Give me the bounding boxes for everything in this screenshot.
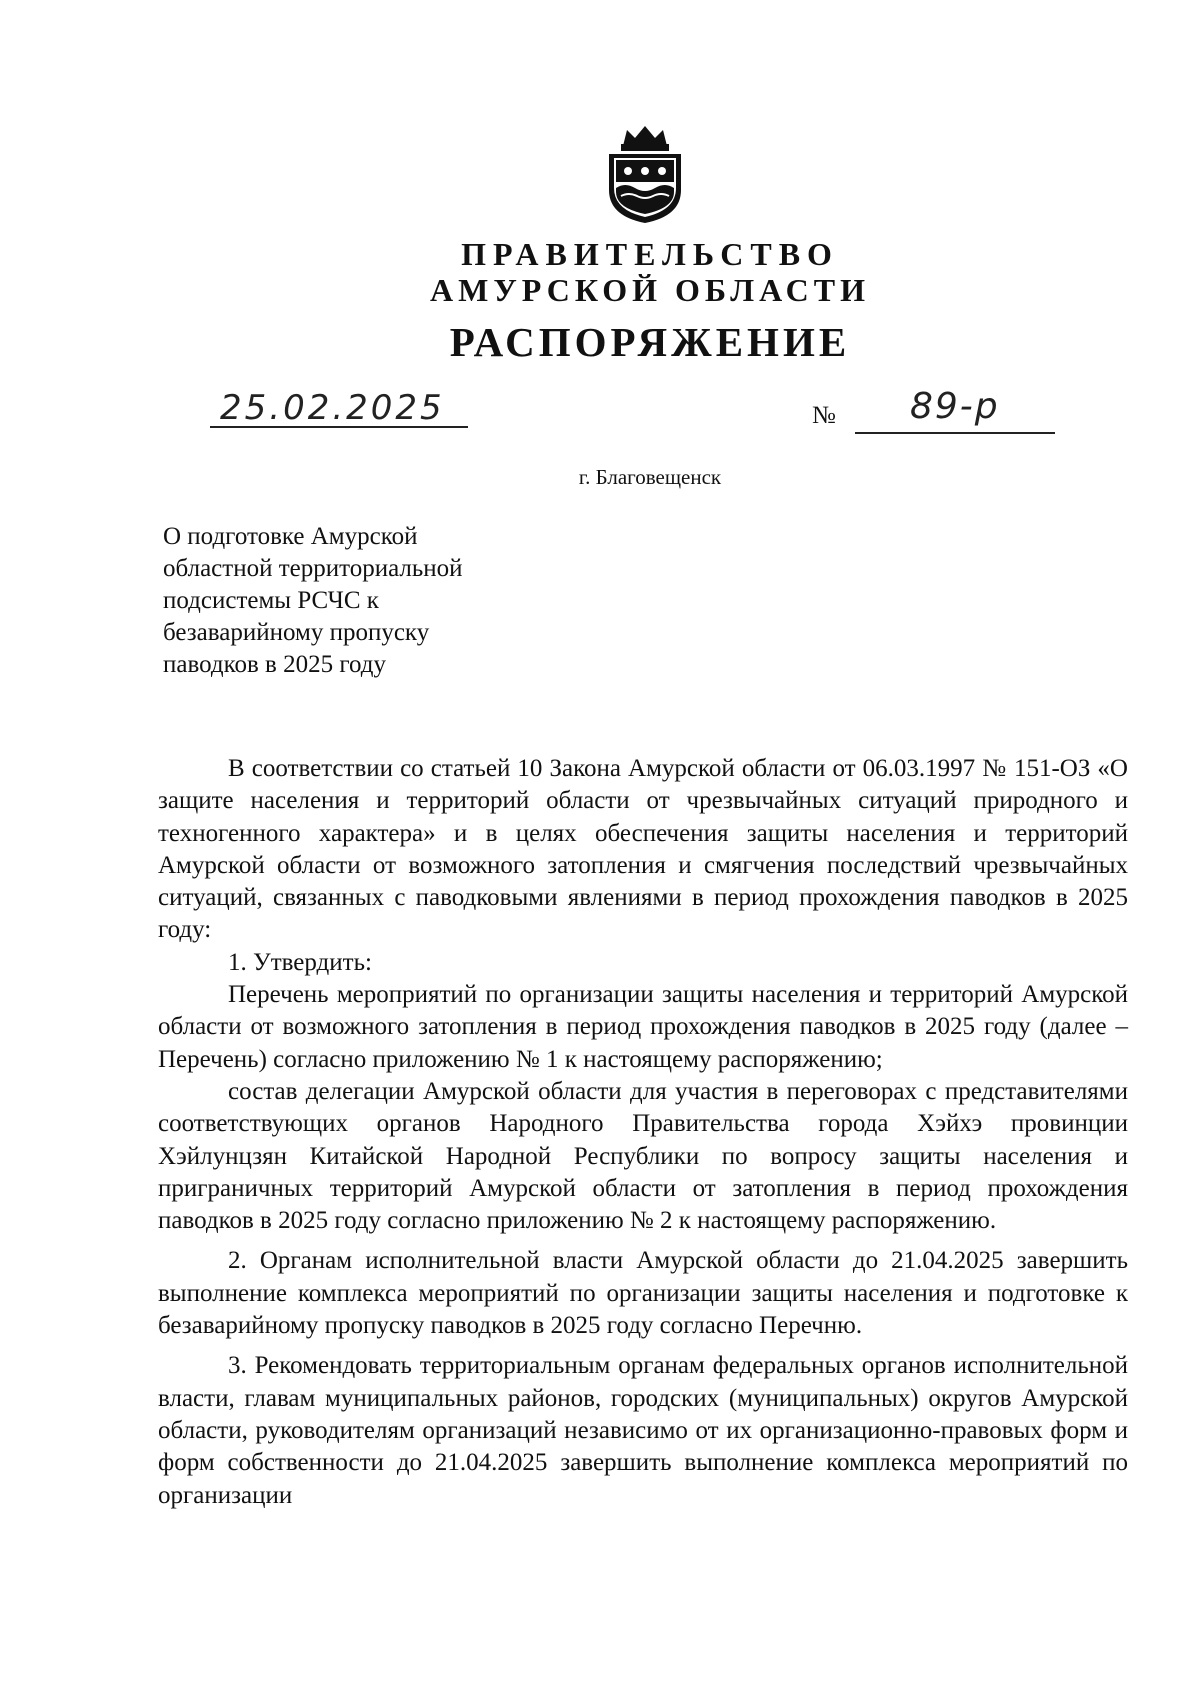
handwritten-document-number: 89-р [910, 386, 1000, 427]
body-paragraph-list-entry: Перечень мероприятий по организации защиты населения и территорий Амурской области от возможного затопления в период прохождения паводков в 2025 году (далее – Перечень) согласно приложению № 1 к настоящему распоряжению; [158, 981, 1128, 1073]
body-paragraph-item-3: 3. Рекомендовать территориальным органам федеральных органов исполнительной власти, главам муниципальных районов, городских (муниципальных) округов Амурской области, руководителям организаций независимо от их организационно-правовых форм и форм собственности до 21.04.2025 завершить выполнение комплекса мероприятий по организации [158, 1352, 1128, 1509]
body-paragraph-preamble: В соответствии со статьей 10 Закона Амурской области от 06.03.1997 № 151-ОЗ «О защите населения и территорий области от чрезвычайных ситуаций природного и техногенного характера» и в целях обеспечения защиты населения и территорий Амурской области от возможного затопления и смягчения последствий чрезвычайных ситуаций, связанных с паводковыми явлениями в период прохождения паводков в 2025 году: [158, 755, 1128, 944]
org-name-line1: ПРАВИТЕЛЬСТВО [461, 236, 839, 272]
subject-line: подсистемы РСЧС к [163, 587, 379, 614]
document-subject [163, 521, 563, 681]
body-paragraph-item-2: 2. Органам исполнительной власти Амурской области до 21.04.2025 завершить выполнение комплекса мероприятий по организации защиты населения и подготовке к безаварийному пропуску паводков в 2025 году согласно Перечню. [158, 1247, 1128, 1340]
handwritten-date: 25.02.2025 [220, 388, 445, 428]
body-paragraph-list-entry: состав делегации Амурской области для участия в переговорах с представителями соответствующих органов Народного Правительства города Хэйхэ провинции Хэйлунцзян Китайской Народной Республики по вопросу защиты населения и приграничных территорий Амурской области от затопления в период прохождения паводков в 2025 году согласно приложению № 2 к настоящему распоряжению. [158, 1077, 1128, 1235]
subject-line: областной территориальной [163, 555, 463, 582]
document-type-title: РАСПОРЯЖЕНИЕ [449, 319, 851, 365]
date-underline [210, 426, 468, 428]
org-name-line2: АМУРСКОЙ ОБЛАСТИ [430, 272, 870, 308]
subject-line: безаварийному пропуску [163, 619, 430, 646]
subject-line: О подготовке Амурской [163, 523, 418, 550]
amur-oblast-coat-of-arms-icon [603, 124, 687, 224]
body-paragraph-item-1: 1. Утвердить: [228, 948, 372, 976]
number-sign: № [812, 402, 836, 429]
subject-line: паводков в 2025 году [163, 651, 386, 678]
number-underline [855, 432, 1055, 434]
city-label: г. Благовещенск [578, 465, 722, 489]
document-body [158, 753, 1128, 1512]
